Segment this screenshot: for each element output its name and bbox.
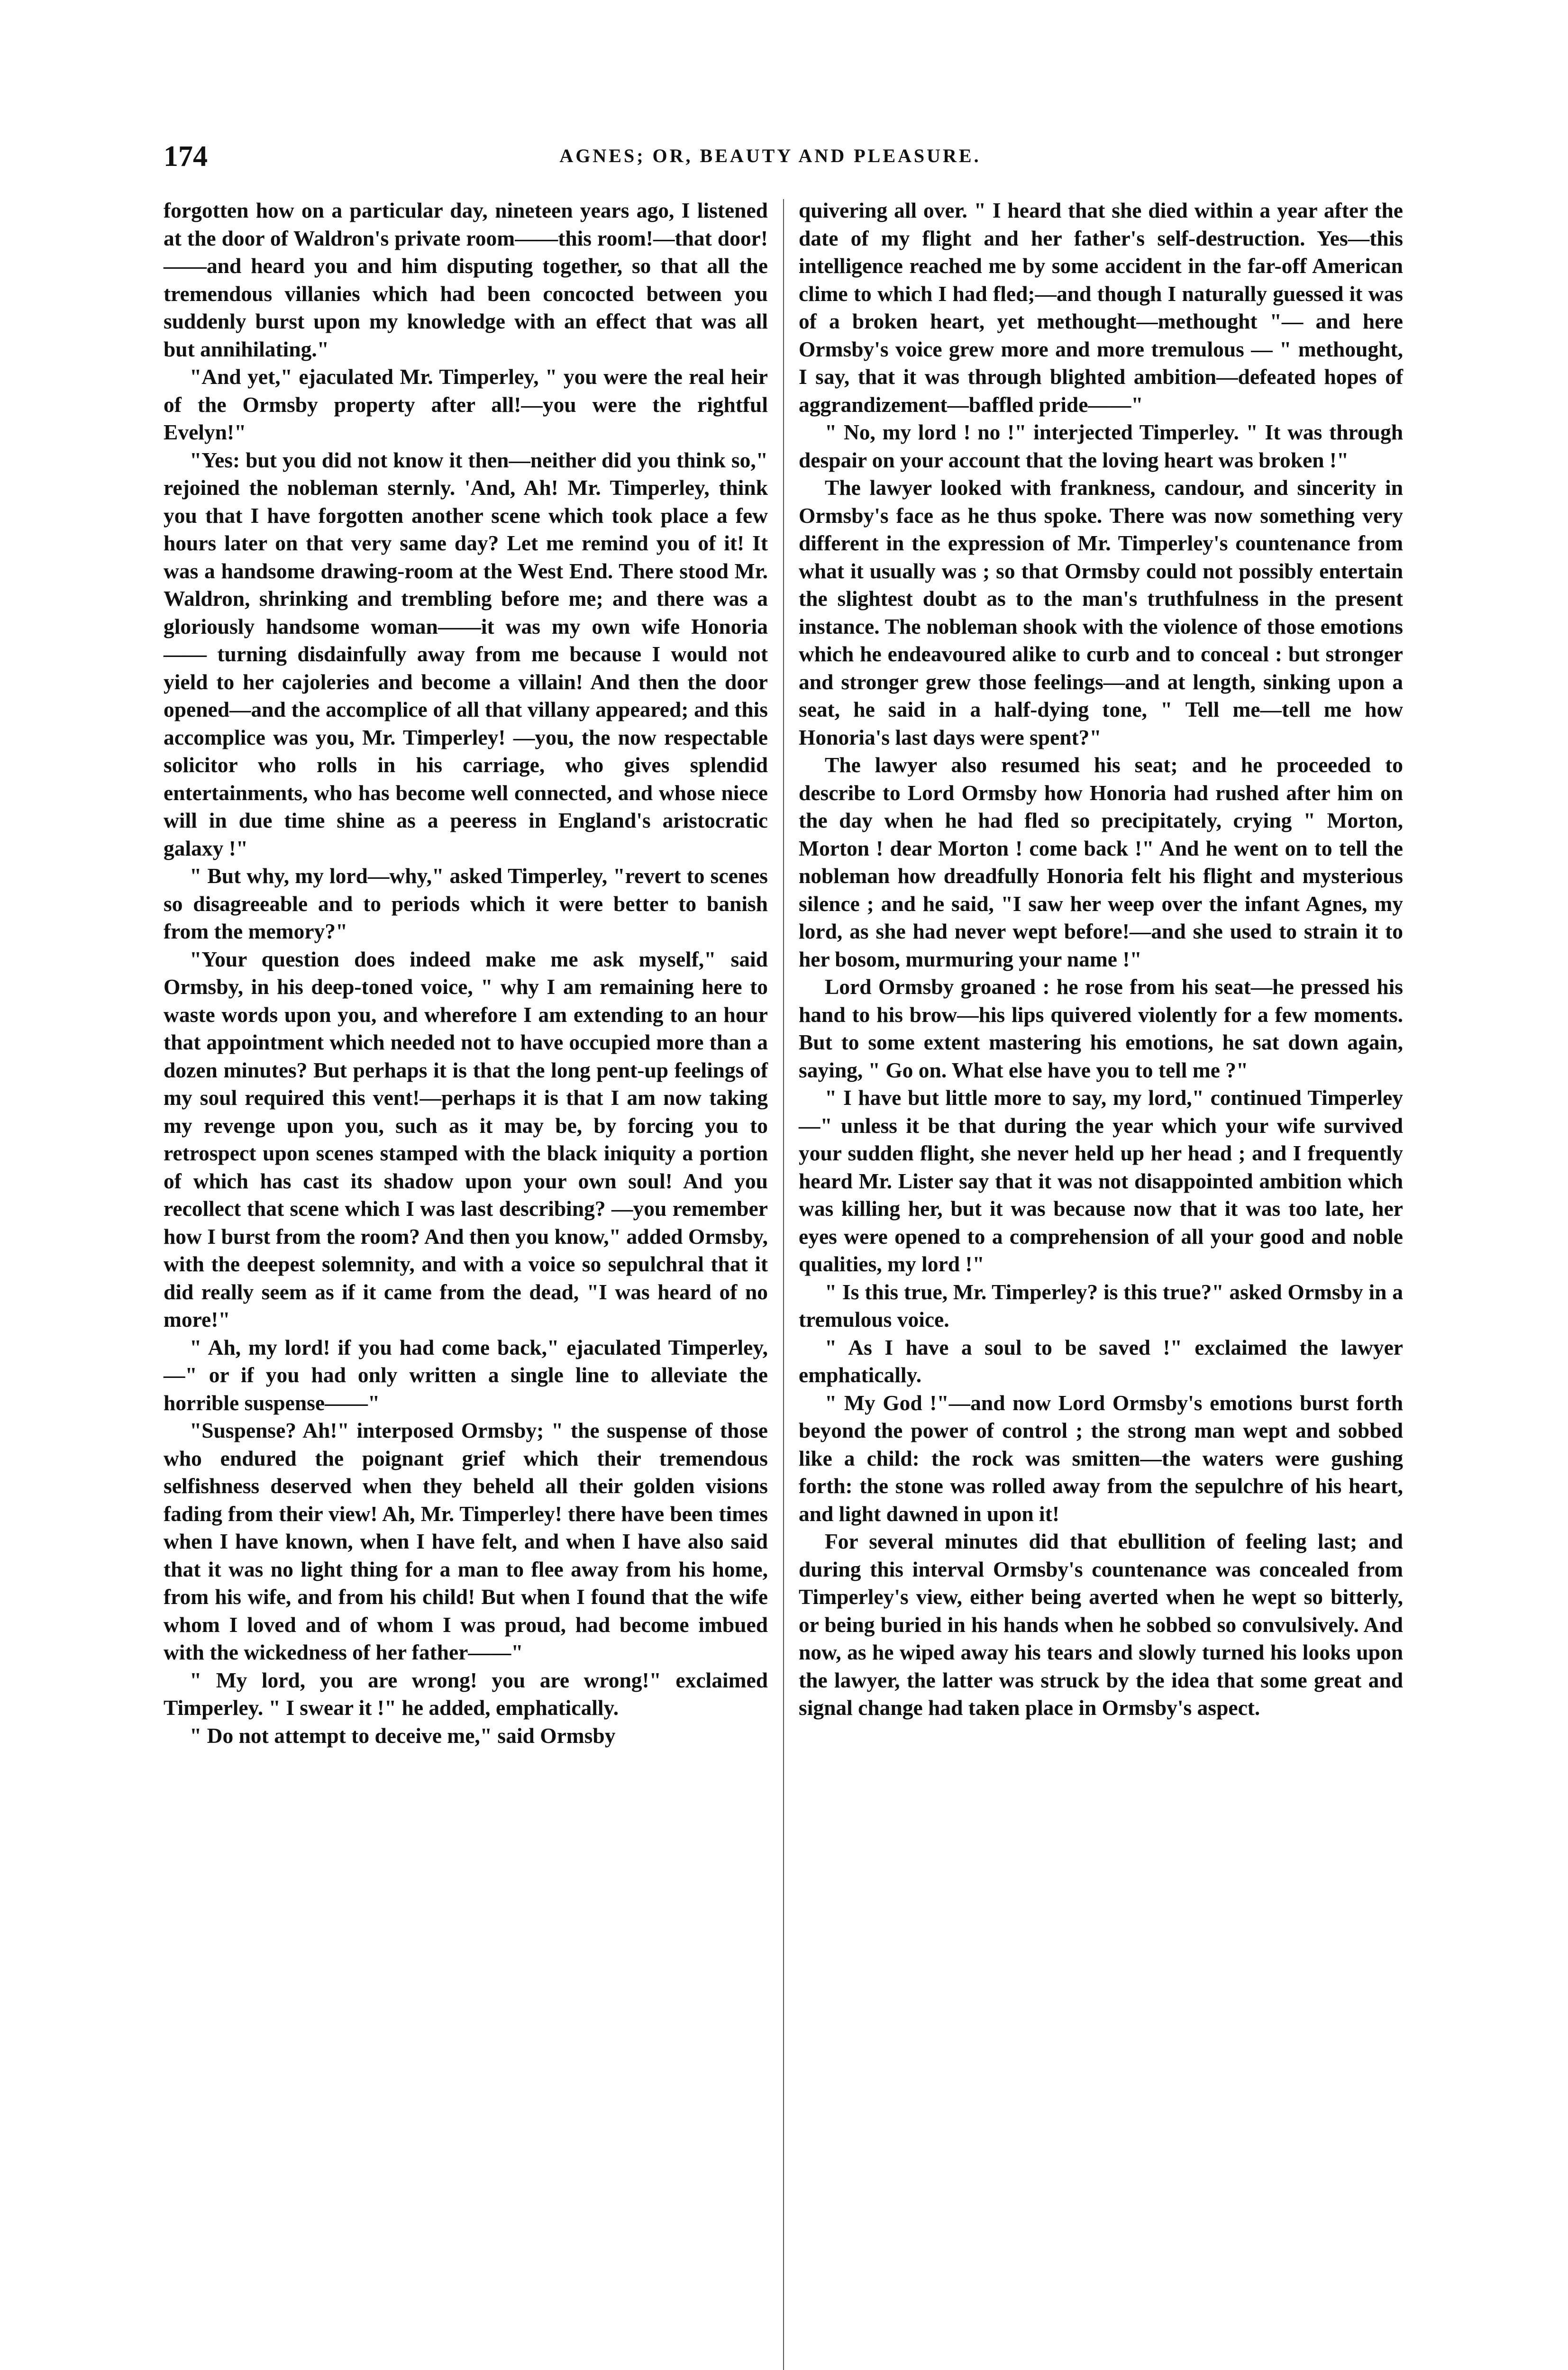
paragraph: " I have but little more to say, my lord," continued Timperley—" unless it be that during the year which your wife survived your sudden flight, she never held up her head ; and I frequently heard Mr. Lister say that it was not disappointed ambition which was killing her, but it was because now that it was too late, her eyes were opened to a comprehension of all your good and noble qualities, my lord !" bbox=[799, 1085, 1403, 1276]
paragraph: " Do not attempt to deceive me," said Ormsby bbox=[190, 1723, 616, 1748]
paragraph: " Ah, my lord! if you had come back," ejaculated Timperley,—" or if you had only written a single line to alleviate the horrible suspense——" bbox=[164, 1335, 768, 1415]
left-column bbox=[164, 197, 768, 1750]
page-header bbox=[164, 140, 1377, 173]
paragraph: quivering all over. " I heard that she died within a year after the date of my flight and her father's self-destruction. Yes—this intelligence reached me by some accident in the far-off American clime to which I had fled;—and though I naturally guessed it was of a broken heart, yet methought—methought "— and here Ormsby's voice grew more and more tremulous — " methought, I say, that it was through blighted ambition—defeated hopes of aggrandizement—baffled pride——" bbox=[799, 198, 1403, 417]
paragraph: " My lord, you are wrong! you are wrong!" exclaimed Timperley. " I swear it !" he added, emphatically. bbox=[164, 1668, 768, 1720]
paragraph: Lord Ormsby groaned : he rose from his seat—he pressed his hand to his brow—his lips quivered violently for a few moments. But to some extent mastering his emotions, he sat down again, saying, " Go on. What else have you to tell me ?" bbox=[799, 975, 1403, 1082]
paragraph: "Suspense? Ah!" interposed Ormsby; " the suspense of those who endured the poignant grief which their tremendous selfishness deserved when they beheld all their golden visions fading from their view! Ah, Mr. Timperley! there have been times when I have known, when I have felt, and when I have also said that it was no light thing for a man to flee away from his home, from his wife, and from his child! But when I found that the wife whom I loved and of whom I was proud, had become imbued with the wickedness of her father——" bbox=[164, 1418, 768, 1664]
paragraph: " My God !"—and now Lord Ormsby's emotions burst forth beyond the power of control ; the strong man wept and sobbed like a child: the rock was smitten—the waters were gushing forth: the stone was rolled away from the sepulchre of his heart, and light dawned in upon it! bbox=[799, 1390, 1403, 1526]
paragraph: The lawyer also resumed his seat; and he proceeded to describe to Lord Ormsby how Honoria had rushed after him on the day when he had fled so precipitately, crying " Morton, Morton ! dear Morton ! come back !" And he went on to tell the nobleman how dreadfully Honoria felt his flight and mysterious silence ; and he said, "I saw her weep over the infant Agnes, my lord, as she had never wept before!—and she used to strain it to her bosom, murmuring your name !" bbox=[799, 753, 1403, 971]
paragraph: forgotten how on a particular day, nineteen years ago, I listened at the door of Waldron's private room——this room!—that door!——and heard you and him disputing together, so that all the tremendous villanies which had been concocted between you suddenly burst upon my knowledge with an effect that was all but annihilating." bbox=[164, 198, 768, 361]
right-column bbox=[799, 197, 1403, 1722]
page-number: 174 bbox=[164, 140, 208, 173]
running-title: AGNES; OR, BEAUTY AND PLEASURE. bbox=[559, 145, 981, 166]
paragraph: The lawyer looked with frankness, candour, and sincerity in Ormsby's face as he thus spoke. There was now something very different in the expression of Mr. Timperley's countenance from what it usually was ; so that Ormsby could not possibly entertain the slightest doubt as to the man's truthfulness in the present instance. The nobleman shook with the violence of those emotions which he endeavoured alike to curb and to conceal : but stronger and stronger grew those feelings—and at length, sinking upon a seat, he said in a half-dying tone, " Tell me—tell me how Honoria's last days were spent?" bbox=[799, 475, 1403, 749]
paragraph: For several minutes did that ebullition of feeling last; and during this interval Ormsby's countenance was concealed from Timperley's view, either being averted when he wept so bitterly, or being buried in his hands when he sobbed so convulsively. And now, as he wiped away his tears and slowly turned his looks upon the lawyer, the latter was struck by the idea that some great and signal change had taken place in Ormsby's aspect. bbox=[799, 1529, 1403, 1720]
paragraph: "Your question does indeed make me ask myself," said Ormsby, in his deep-toned voice, " why I am remaining here to waste words upon you, and wherefore I am extending to an hour that appointment which needed not to have occupied more than a dozen minutes? But perhaps it is that the long pent-up feelings of my soul required this vent!—perhaps it is that I am now taking my revenge upon you, such as it may be, by forcing you to retrospect upon scenes stamped with the black iniquity a portion of which has cast its shadow upon your own soul! And you recollect that scene which I was last describing? —you remember how I burst from the room? And then you know," added Ormsby, with the deepest solemnity, and with a voice so sepulchral that it did really seem as if it came from the dead, "I was heard of no more!" bbox=[164, 947, 768, 1331]
paragraph: "Yes: but you did not know it then—neither did you think so," rejoined the nobleman sternly. 'And, Ah! Mr. Timperley, think you that I have forgotten another scene which took place a few hours later on that very same day? Let me remind you of it! It was a handsome drawing-room at the West End. There stood Mr. Waldron, shrinking and trembling before me; and there was a gloriously handsome woman——it was my own wife Honoria—— turning disdainfully away from me because I would not yield to her cajoleries and become a villain! And then the door opened—and the accomplice of all that villany appeared; and this accomplice was you, Mr. Timperley! —you, the now respectable solicitor who rolls in his carriage, who gives splendid entertainments, who has become well connected, and whose niece will in due time shine as a peeress in England's aristocratic galaxy !" bbox=[164, 447, 768, 860]
paragraph: " As I have a soul to be saved !" exclaimed the lawyer emphatically. bbox=[799, 1335, 1403, 1387]
paragraph: " But why, my lord—why," asked Timperley, "revert to scenes so disagreeable and to periods which it were better to banish from the memory?" bbox=[164, 864, 768, 943]
paragraph: "And yet," ejaculated Mr. Timperley, " you were the real heir of the Ormsby property after all!—you were the rightful Evelyn!" bbox=[164, 365, 768, 444]
column-divider bbox=[783, 199, 784, 2370]
paragraph: " No, my lord ! no !" interjected Timperley. " It was through despair on your account that the loving heart was broken !" bbox=[799, 420, 1403, 472]
paragraph: " Is this true, Mr. Timperley? is this true?" asked Ormsby in a tremulous voice. bbox=[799, 1279, 1403, 1331]
